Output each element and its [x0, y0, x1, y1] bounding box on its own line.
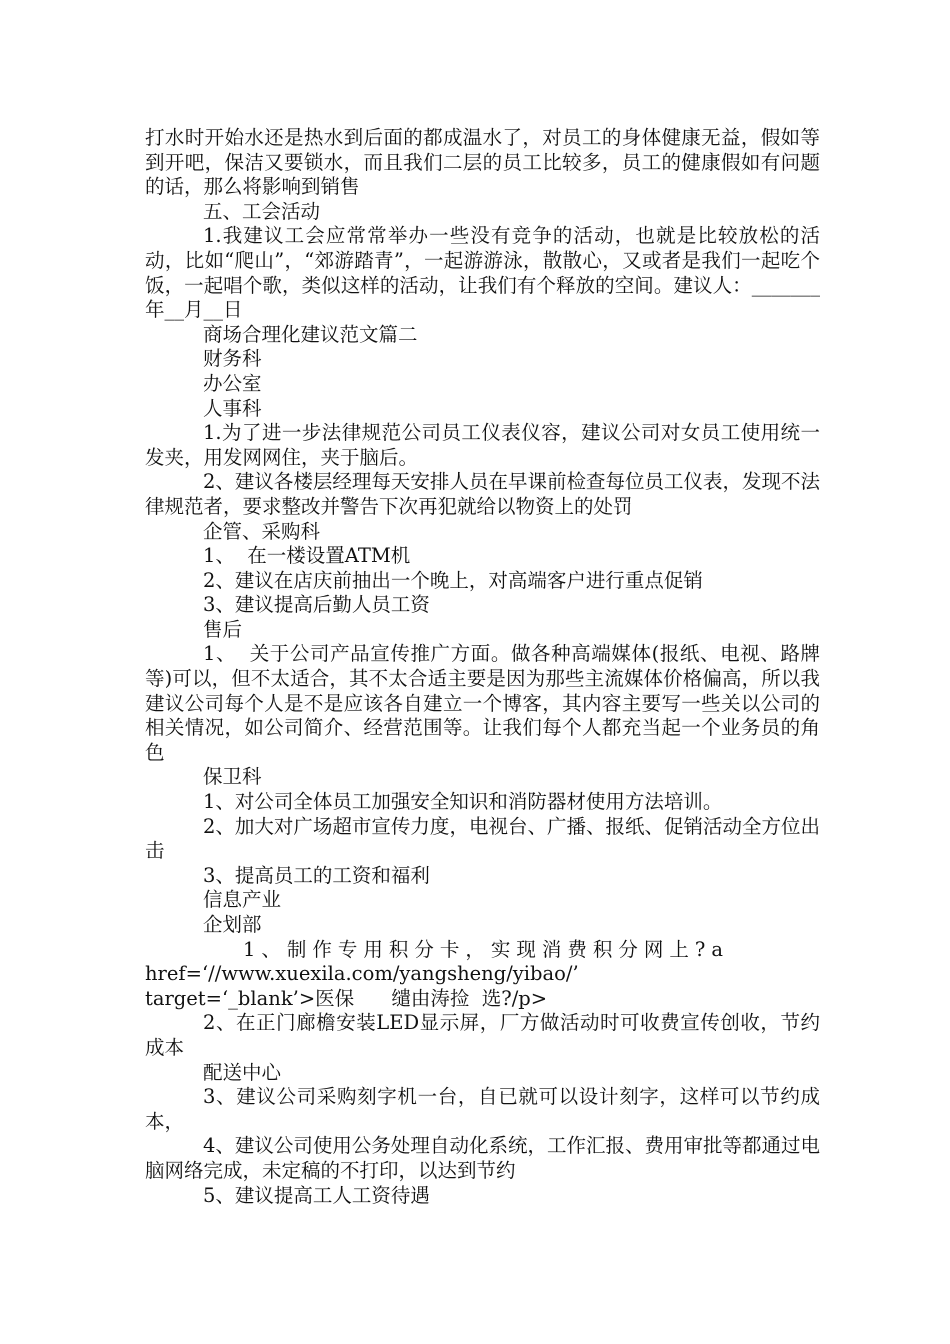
- article-title-part-two: 商场合理化建议范文篇二: [203, 322, 418, 346]
- paragraph-security-3: 3、提高员工的工资和福利: [203, 863, 430, 887]
- paragraph-planning-1-link-line: href=‘//www.xuexila.com/yangsheng/yibao/’: [145, 962, 579, 986]
- section-heading-planning: 企划部: [203, 913, 262, 936]
- section-heading-office: 办公室: [203, 371, 262, 395]
- paragraph-security-1: 1、对公司全体员工加强安全知识和消防器材使用方法培训。: [203, 790, 723, 814]
- paragraph-security-2: 2、加大对广场超市宣传力度，电视台、广播、报纸、促销活动全方位出击: [145, 814, 820, 863]
- paragraph-union-suggestion: 1.我建议工会应常常举办一些没有竞争的活动，也就是比较放松的活动，比如“爬山”，“郊游踏青”，一起游游泳，散散心，又或者是我们一起吃个饭，一起唱个歌，类似这样的活动，让我们有个释放的空间。建议人：_______年__月__日: [145, 224, 820, 322]
- paragraph-planning-1: 1、制作专用积分卡，实现消费积分网上?a: [243, 937, 729, 961]
- paragraph-planning-1-garbled-line: target=‘_blank’>医保 缱由涛捡 选?/p>: [145, 986, 548, 1010]
- section-heading-it: 信息产业: [203, 888, 282, 912]
- section-heading-hr: 人事科: [203, 396, 262, 420]
- paragraph-distribution-4: 4、建议公司使用公务处理自动化系统，工作汇报、费用审批等都通过电脑网络完成，未定稿的不打印，以达到节约: [145, 1134, 820, 1182]
- paragraph-planning-2: 2、在正门廊檐安装LED显示屏，厂方做活动时可收费宣传创收，节约成本: [145, 1011, 820, 1059]
- paragraph-purchasing-3: 3、建议提高后勤人员工资: [203, 593, 430, 617]
- paragraph-distribution-3: 3、建议公司采购刻字机一台，自已就可以设计刻字，这样可以节约成本，: [145, 1085, 820, 1133]
- section-heading-management-purchasing: 企管、采购科: [203, 519, 321, 543]
- paragraph-hr-2: 2、建议各楼层经理每天安排人员在早课前检查每位员工仪表，发现不法律规范者，要求整改并警告下次再犯就给以物资上的处罚: [145, 470, 820, 518]
- paragraph-after-sales-1: 1、 关于公司产品宣传推广方面。做各种高端媒体(报纸、电视、路牌等)可以，但不太适合，其不太合适主要是因为那些主流媒体价格偏高，所以我建议公司每个人是不是应该各自建立一个博客，其内容主要写一些关以公司的相关情况，如公司简介、经营范围等。让我们每个人都充当起一个业务员的角色: [145, 642, 820, 764]
- paragraph-hr-1: 1.为了进一步法律规范公司员工仪表仪容，建议公司对女员工使用统一发夹，用发网网住，夹于脑后。: [145, 421, 820, 469]
- document-body: [145, 126, 820, 1208]
- paragraph-water-health: 打水时开始水还是热水到后面的都成温水了，对员工的身体健康无益，假如等到开吧，保洁又要锁水，而且我们二层的员工比较多，员工的健康假如有问题的话，那么将影响到销售: [145, 126, 820, 199]
- section-heading-distribution: 配送中心: [203, 1060, 282, 1084]
- section-heading-union-activities: 五、工会活动: [203, 199, 321, 223]
- section-heading-after-sales: 售后: [203, 617, 243, 641]
- section-heading-finance: 财务科: [203, 347, 262, 371]
- paragraph-purchasing-2: 2、建议在店庆前抽出一个晚上，对高端客户进行重点促销: [203, 568, 703, 592]
- paragraph-distribution-5: 5、建议提高工人工资待遇: [203, 1183, 430, 1207]
- section-heading-security: 保卫科: [203, 765, 262, 789]
- paragraph-purchasing-1: 1、 在一楼设置ATM机: [203, 544, 411, 568]
